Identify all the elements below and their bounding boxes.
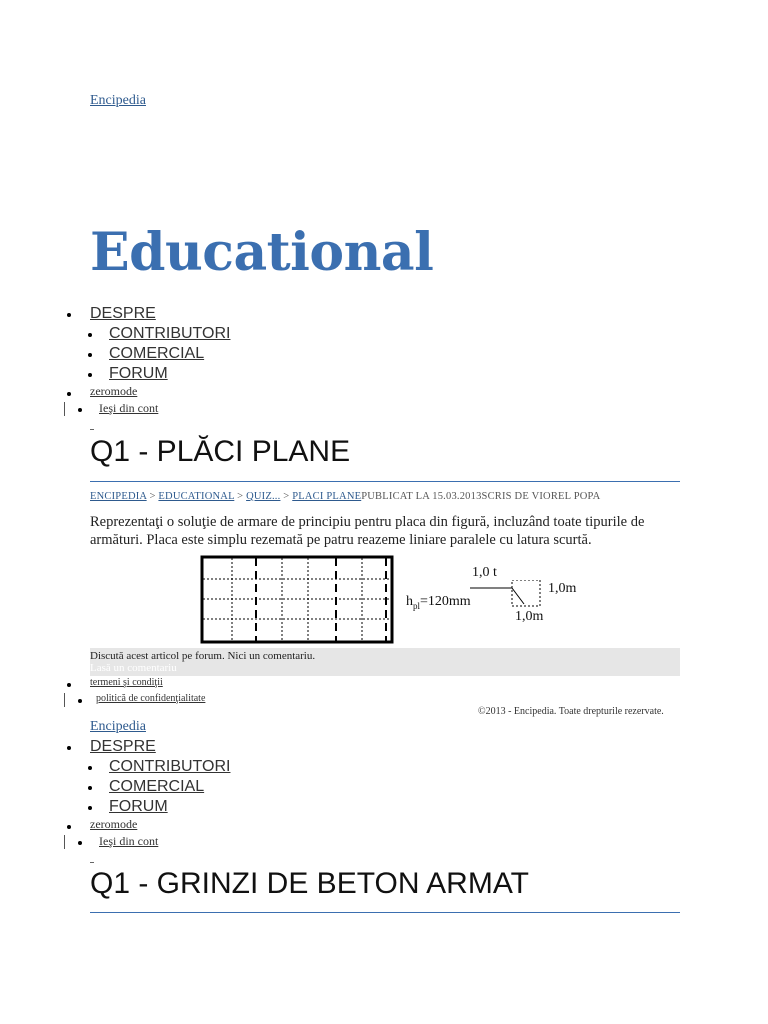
nav-link-despre[interactable]: DESPRE xyxy=(90,738,156,755)
title-divider-2 xyxy=(90,912,680,913)
breadcrumb-placi-plane[interactable]: PLACI PLANE xyxy=(292,491,362,502)
nav-item-comercial xyxy=(62,344,230,364)
breadcrumb-separator: > xyxy=(149,491,156,502)
article-title-grinzi: Q1 - GRINZI DE BETON ARMAT xyxy=(90,867,529,900)
main-nav-2 xyxy=(62,737,230,817)
breadcrumb-separator: > xyxy=(237,491,244,502)
nav-item-forum xyxy=(62,797,230,817)
nav-item-contributori xyxy=(62,324,230,344)
user-link-zeromode[interactable]: zeromode xyxy=(90,384,138,398)
nav-link-contributori[interactable]: CONTRIBUTORI xyxy=(109,325,231,342)
dimension-bottom: 1,0m xyxy=(515,609,544,624)
nav-item-despre xyxy=(62,304,230,324)
breadcrumb-educational[interactable]: EDUCATIONAL xyxy=(158,491,235,502)
nav-item-contributori xyxy=(62,757,230,777)
terms-link[interactable]: termeni şi condiţii xyxy=(90,677,163,688)
brand-title: Educational xyxy=(90,222,434,283)
plate-plan-figure xyxy=(200,555,395,647)
nav-link-forum[interactable]: FORUM xyxy=(109,798,168,815)
site-link-encipedia[interactable]: Encipedia xyxy=(90,93,146,108)
nav-link-comercial[interactable]: COMERCIAL xyxy=(109,778,205,795)
discuss-on-forum-link[interactable]: Discută acest articol pe forum. Nici un comentariu. xyxy=(90,650,316,662)
breadcrumb xyxy=(90,491,600,502)
nav-link-comercial[interactable]: COMERCIAL xyxy=(109,345,205,362)
comments-box xyxy=(90,648,680,676)
nav-item-despre xyxy=(62,737,230,757)
force-label: 1,0 t xyxy=(472,565,497,580)
plate-thickness-label: $h_{pl}=120mm$ xyxy=(406,594,471,611)
article-meta: PUBLICAT LA 15.03.2013SCRIS DE VIOREL POPA xyxy=(361,491,601,502)
nav-link-despre[interactable]: DESPRE xyxy=(90,305,156,322)
user-link-zeromode-2[interactable]: zeromode xyxy=(90,817,138,831)
leave-comment-link[interactable]: Lasă un comentariu xyxy=(90,662,177,674)
title-divider xyxy=(90,481,680,482)
main-nav xyxy=(62,304,230,384)
load-sketch xyxy=(470,580,550,610)
nav-link-forum[interactable]: FORUM xyxy=(109,365,168,382)
question-text: Reprezentaţi o soluţie de armare de principiu pentru placa din figură, incluzând toate tipurile de armături. Placa este simplu rezemată pe patru reazeme liniare paralele cu latura scurtă. xyxy=(90,514,645,548)
nav-item-forum xyxy=(62,364,230,384)
nav-link-contributori[interactable]: CONTRIBUTORI xyxy=(109,758,231,775)
privacy-link[interactable]: politică de confidenţialitate xyxy=(96,693,206,704)
breadcrumb-separator: > xyxy=(283,491,290,502)
nav-item-comercial xyxy=(62,777,230,797)
breadcrumb-quiz[interactable]: QUIZ... xyxy=(246,491,281,502)
breadcrumb-encipedia[interactable]: ENCIPEDIA xyxy=(90,491,147,502)
logout-link[interactable]: Ieşi din cont xyxy=(99,401,159,415)
dimension-right: 1,0m xyxy=(548,581,577,596)
copyright-text: ©2013 - Encipedia. Toate drepturile rezervate. xyxy=(478,706,664,717)
site-link-encipedia-2[interactable]: Encipedia xyxy=(90,719,146,734)
logout-link-2[interactable]: Ieşi din cont xyxy=(99,834,159,848)
article-title-placi-plane: Q1 - PLĂCI PLANE xyxy=(90,435,351,468)
